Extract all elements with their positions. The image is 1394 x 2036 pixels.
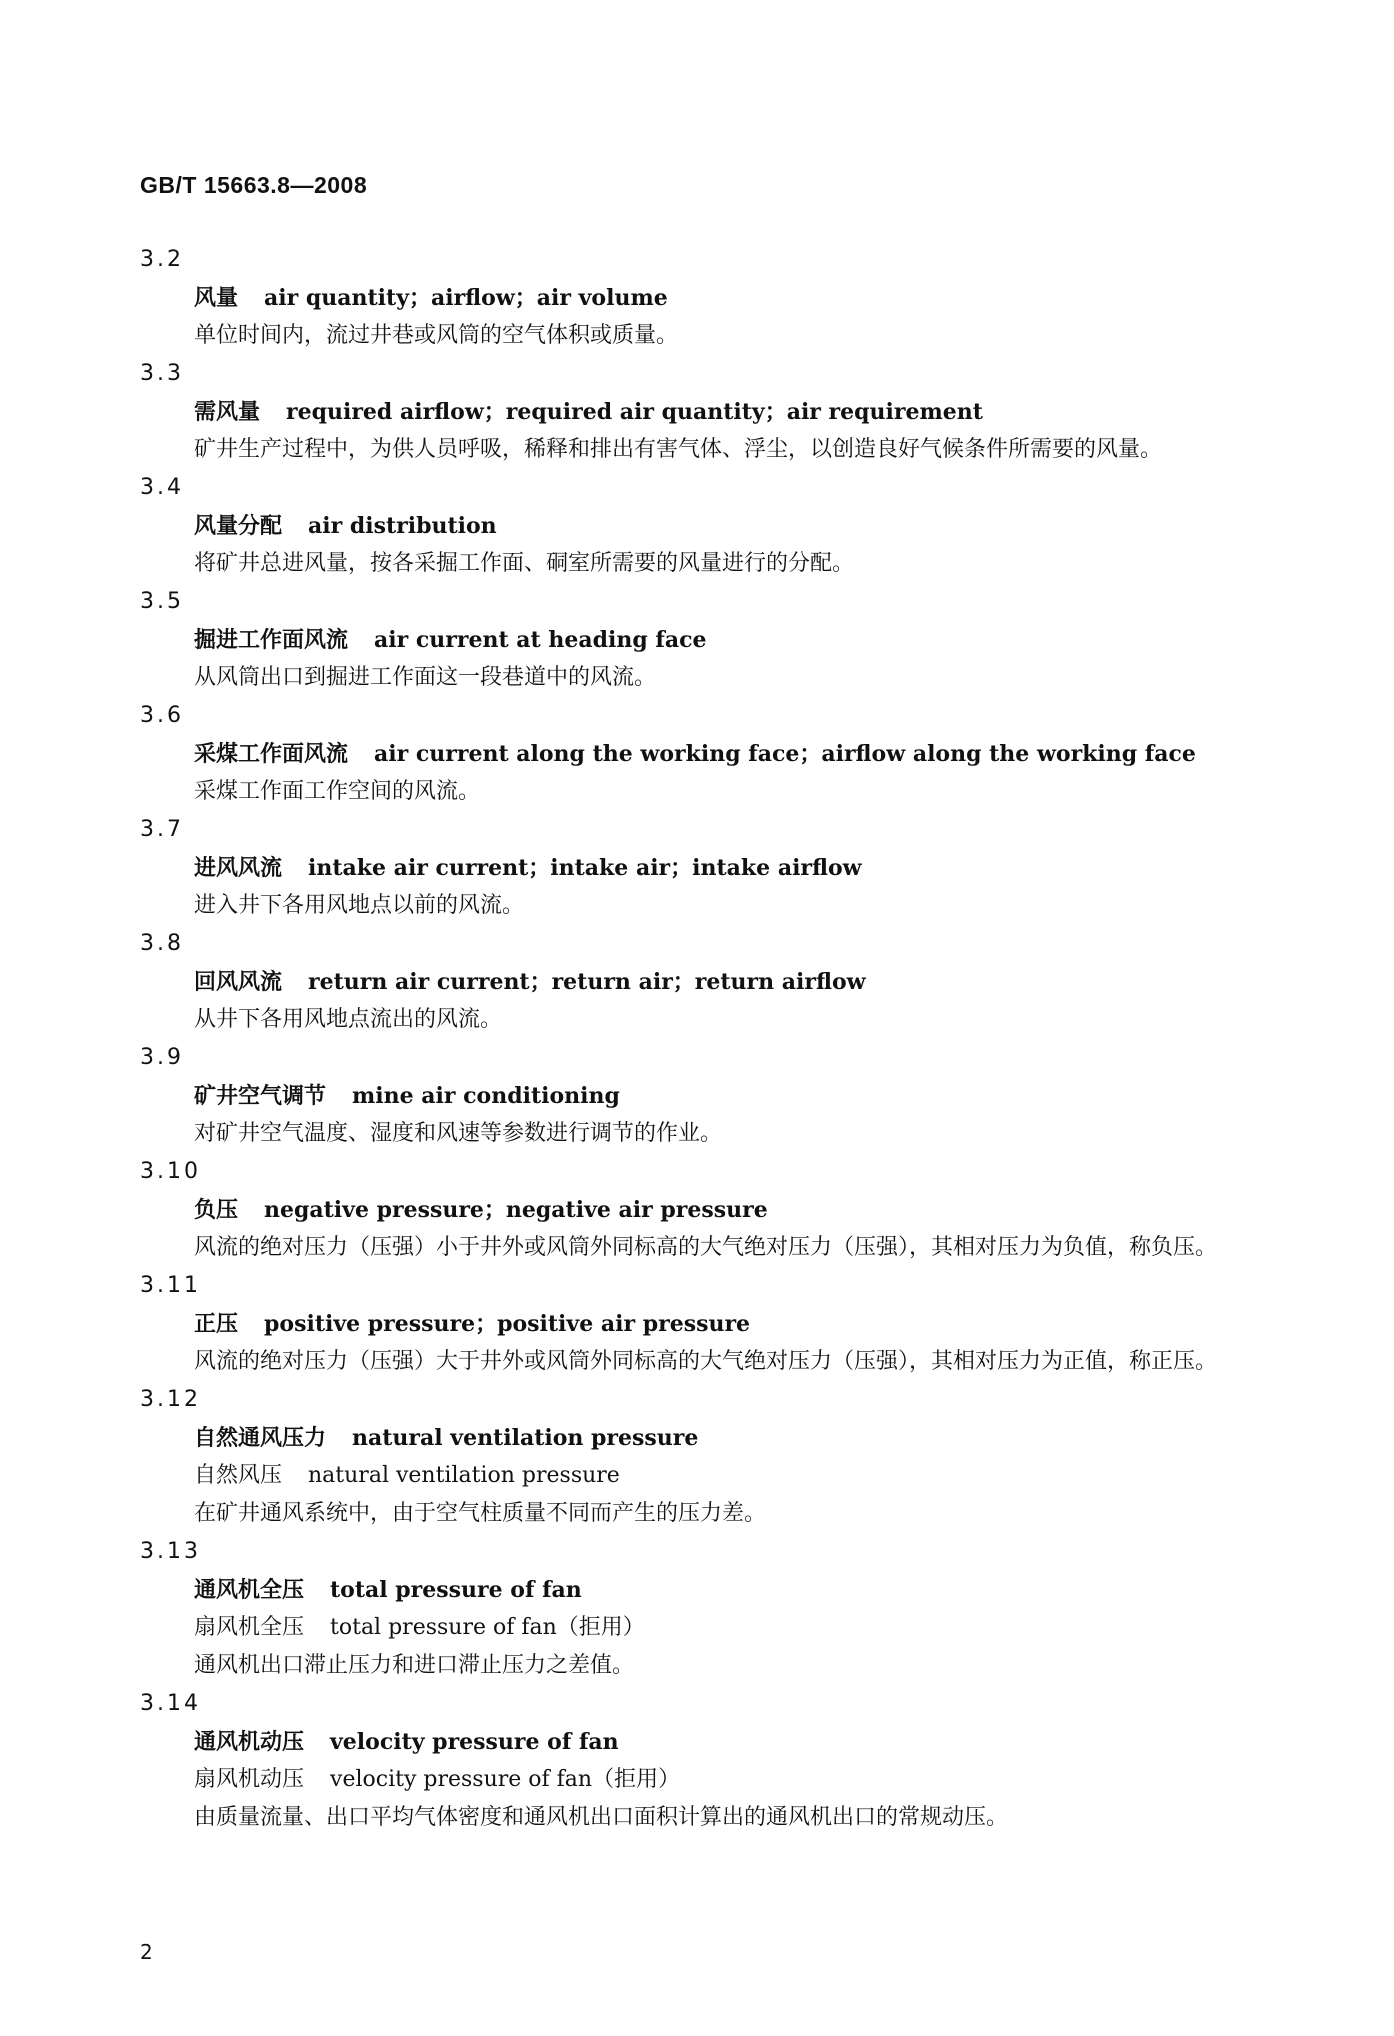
- term-english: air distribution: [308, 513, 497, 539]
- term-heading: [194, 621, 1270, 659]
- alt-term-chinese: 扇风机动压: [194, 1767, 305, 1792]
- term-chinese: 正压: [194, 1311, 239, 1337]
- term-english: natural ventilation pressure: [352, 1425, 699, 1451]
- term-definition: 风流的绝对压力（压强）大于井外或风筒外同标高的大气绝对压力（压强），其相对压力为正值，称正压。: [194, 1349, 1218, 1374]
- clause-number: 3.8: [140, 931, 184, 956]
- page-number: 2: [140, 1940, 153, 1964]
- term-heading: [194, 1191, 1270, 1229]
- term-entry: [140, 1153, 1270, 1267]
- clause-number: 3.9: [140, 1045, 184, 1070]
- term-english: air current along the working face；airflow along the working face: [374, 741, 1196, 767]
- term-definition: 单位时间内，流过井巷或风筒的空气体积或质量。: [194, 323, 679, 348]
- term-heading: [194, 393, 1270, 431]
- term-entry: [140, 1685, 1270, 1837]
- term-entry: [140, 811, 1270, 925]
- alt-term-english: velocity pressure of fan（拒用）: [330, 1767, 681, 1792]
- term-definition: 矿井生产过程中，为供人员呼吸，稀释和排出有害气体、浮尘，以创造良好气候条件所需要的风量。: [194, 437, 1163, 462]
- term-definition: 采煤工作面工作空间的风流。: [194, 779, 481, 804]
- term-entry: [140, 1039, 1270, 1153]
- term-entry: [140, 1533, 1270, 1685]
- alternate-term: [194, 1609, 1270, 1647]
- clause-number: 3.12: [140, 1387, 201, 1412]
- term-entry: [140, 697, 1270, 811]
- term-chinese: 进风风流: [194, 855, 283, 881]
- clause-number: 3.11: [140, 1273, 201, 1298]
- alternate-term: [194, 1457, 1270, 1495]
- term-entry: [140, 925, 1270, 1039]
- term-definition: 从风筒出口到掘进工作面这一段巷道中的风流。: [194, 665, 657, 690]
- term-definition: 风流的绝对压力（压强）小于井外或风筒外同标高的大气绝对压力（压强），其相对压力为负值，称负压。: [194, 1235, 1218, 1260]
- term-english: return air current；return air；return airflow: [308, 969, 866, 995]
- term-english: required airflow；required air quantity；air requirement: [286, 399, 983, 425]
- term-heading: [194, 507, 1270, 545]
- term-chinese: 风量: [194, 285, 239, 311]
- term-heading: [194, 963, 1270, 1001]
- clause-number: 3.4: [140, 475, 184, 500]
- term-definition: 通风机出口滞止压力和进口滞止压力之差值。: [194, 1653, 635, 1678]
- alternate-term: [194, 1761, 1270, 1799]
- term-entry: [140, 583, 1270, 697]
- clause-number: 3.3: [140, 361, 184, 386]
- term-chinese: 采煤工作面风流: [194, 741, 349, 767]
- term-heading: [194, 1571, 1270, 1609]
- term-chinese: 掘进工作面风流: [194, 627, 349, 653]
- term-english: velocity pressure of fan: [330, 1729, 619, 1755]
- term-entry: [140, 355, 1270, 469]
- term-definition: 从井下各用风地点流出的风流。: [194, 1007, 503, 1032]
- clause-number: 3.2: [140, 247, 184, 272]
- term-entry: [140, 1267, 1270, 1381]
- clause-number: 3.14: [140, 1691, 201, 1716]
- alt-term-chinese: 扇风机全压: [194, 1615, 305, 1640]
- alt-term-chinese: 自然风压: [194, 1463, 283, 1488]
- term-chinese: 自然通风压力: [194, 1425, 327, 1451]
- term-list: [140, 241, 1270, 1837]
- term-definition: 由质量流量、出口平均气体密度和通风机出口面积计算出的通风机出口的常规动压。: [194, 1805, 1009, 1830]
- term-chinese: 需风量: [194, 399, 261, 425]
- term-definition: 将矿井总进风量，按各采掘工作面、硐室所需要的风量进行的分配。: [194, 551, 855, 576]
- clause-number: 3.6: [140, 703, 184, 728]
- term-entry: [140, 469, 1270, 583]
- term-chinese: 通风机动压: [194, 1729, 305, 1755]
- standard-number-header: GB/T 15663.8—2008: [140, 172, 368, 198]
- term-heading: [194, 735, 1270, 773]
- term-english: air current at heading face: [374, 627, 707, 653]
- clause-number: 3.13: [140, 1539, 201, 1564]
- term-definition: 在矿井通风系统中，由于空气柱质量不同而产生的压力差。: [194, 1501, 767, 1526]
- term-chinese: 回风风流: [194, 969, 283, 995]
- alt-term-english: natural ventilation pressure: [308, 1463, 620, 1488]
- term-chinese: 通风机全压: [194, 1577, 305, 1603]
- term-heading: [194, 1419, 1270, 1457]
- term-heading: [194, 849, 1270, 887]
- term-definition: 进入井下各用风地点以前的风流。: [194, 893, 525, 918]
- term-chinese: 负压: [194, 1197, 239, 1223]
- term-heading: [194, 1077, 1270, 1115]
- term-heading: [194, 1723, 1270, 1761]
- term-english: negative pressure；negative air pressure: [264, 1197, 768, 1223]
- term-english: positive pressure；positive air pressure: [264, 1311, 751, 1337]
- term-heading: [194, 1305, 1270, 1343]
- clause-number: 3.7: [140, 817, 184, 842]
- term-english: total pressure of fan: [330, 1577, 582, 1603]
- term-entry: [140, 241, 1270, 355]
- clause-number: 3.5: [140, 589, 184, 614]
- alt-term-english: total pressure of fan（拒用）: [330, 1615, 645, 1640]
- term-definition: 对矿井空气温度、湿度和风速等参数进行调节的作业。: [194, 1121, 723, 1146]
- term-heading: [194, 279, 1270, 317]
- term-chinese: 风量分配: [194, 513, 283, 539]
- term-english: intake air current；intake air；intake airflow: [308, 855, 862, 881]
- clause-number: 3.10: [140, 1159, 201, 1184]
- term-entry: [140, 1381, 1270, 1533]
- term-english: mine air conditioning: [352, 1083, 620, 1109]
- term-chinese: 矿井空气调节: [194, 1083, 327, 1109]
- term-english: air quantity；airflow；air volume: [264, 285, 668, 311]
